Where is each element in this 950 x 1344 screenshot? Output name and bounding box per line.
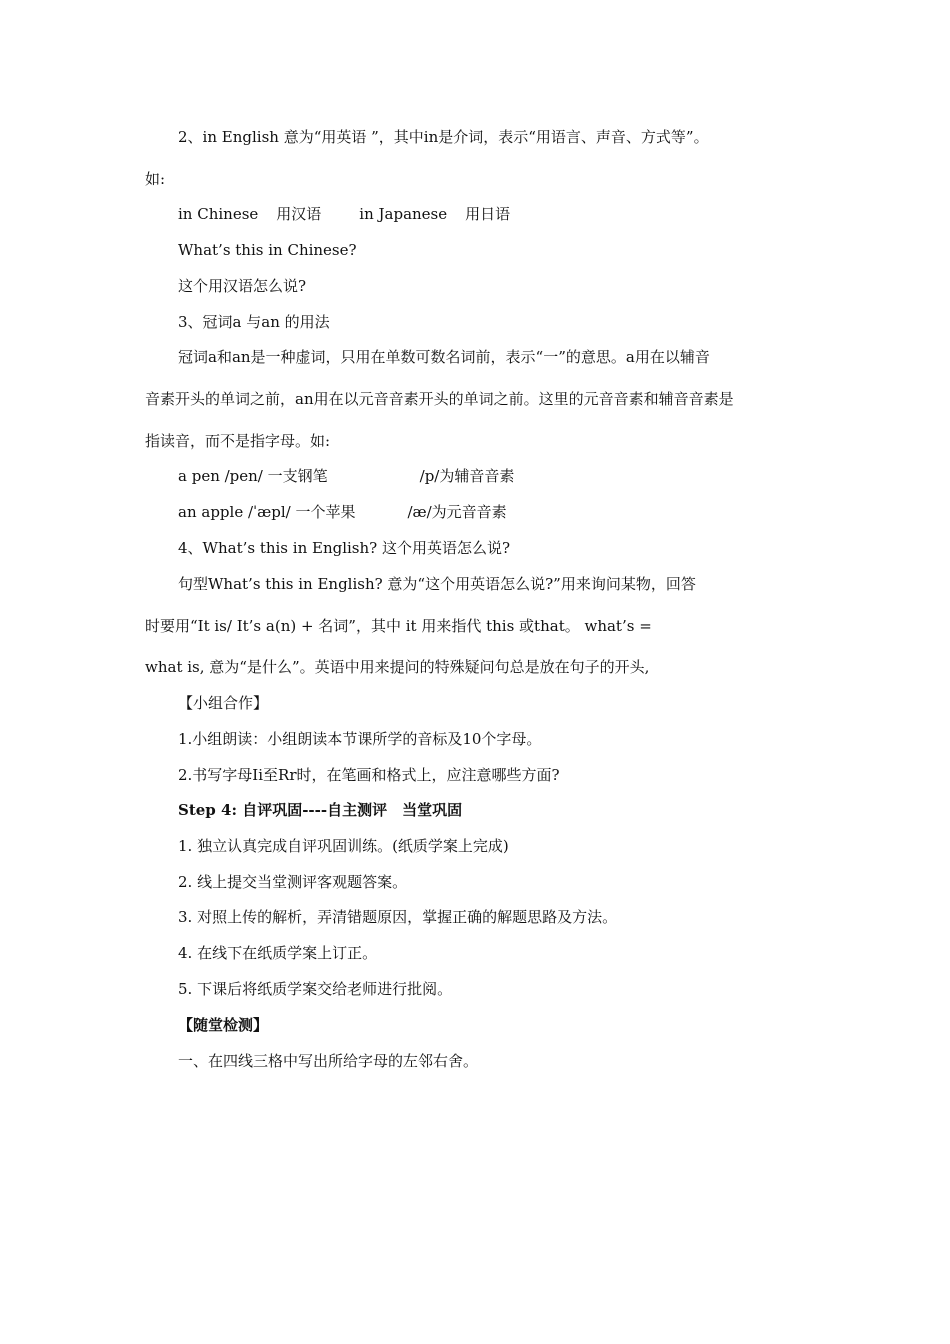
quiz-question-1: 一、在四线三格中写出所给字母的左邻右舍。	[178, 1052, 479, 1070]
example-translation: 这个用汉语怎么说?	[178, 277, 307, 295]
example-label: 如:	[145, 170, 166, 188]
example-chinese-japanese	[178, 204, 510, 224]
example-a-pen	[178, 466, 514, 486]
quiz-heading: 【随堂检测】	[178, 1016, 269, 1034]
point-3-heading: 3、冠词a 与an 的用法	[178, 313, 330, 331]
article-explanation-line-2: 音素开头的单词之前，an用在以元音音素开头的单词之前。这里的元音音素和辅音音素是	[145, 390, 734, 408]
group-work-item-2: 2.书写字母Ii至Rr时，在笔画和格式上，应注意哪些方面?	[178, 766, 560, 784]
sentence-pattern-line-2: 时要用“It is/ It’s a(n) + 名词”，其中 it 用来指代 this 或that。 what’s =	[145, 617, 652, 635]
step-4-item-2: 2. 线上提交当堂测评客观题答案。	[178, 873, 408, 891]
sentence-pattern-line-3: what is, 意为“是什么”。英语中用来提问的特殊疑问句总是放在句子的开头,	[145, 658, 650, 676]
point-2-in-english: 2、in English 意为“用英语 ”，其中in是介词，表示“用语言、声音、方式等”。	[178, 128, 709, 146]
example-an-apple	[178, 502, 507, 522]
group-work-item-1: 1.小组朗读：小组朗读本节课所学的音标及10个字母。	[178, 730, 542, 748]
step-4-item-5: 5. 下课后将纸质学案交给老师进行批阅。	[178, 980, 453, 998]
an-apple-phrase: an apple /ˈæpl/ 一个苹果	[178, 503, 356, 521]
a-pen-note: /p/为辅音音素	[419, 467, 515, 485]
group-work-heading: 【小组合作】	[178, 694, 269, 712]
step-4-item-1: 1. 独立认真完成自评巩固训练。(纸质学案上完成)	[178, 837, 509, 855]
phrase-in-japanese: in Japanese	[359, 205, 448, 223]
step-4-item-4: 4. 在线下在纸质学案上订正。	[178, 944, 378, 962]
article-explanation-line-3: 指读音，而不是指字母。如:	[145, 432, 331, 450]
article-explanation-line-1: 冠词a和an是一种虚词，只用在单数可数名词前，表示“一”的意思。a用在以辅音	[178, 348, 710, 366]
phrase-in-chinese-meaning: 用汉语	[276, 205, 322, 223]
step-4-item-3: 3. 对照上传的解析，弄清错题原因，掌握正确的解题思路及方法。	[178, 908, 618, 926]
an-apple-note: /æ/为元音音素	[407, 503, 507, 521]
example-sentence: What’s this in Chinese?	[178, 241, 357, 259]
phrase-in-chinese: in Chinese	[178, 205, 259, 223]
sentence-pattern-line-1: 句型What’s this in English? 意为“这个用英语怎么说?”用来询问某物，回答	[178, 575, 696, 593]
a-pen-phrase: a pen /pen/ 一支钢笔	[178, 467, 328, 485]
phrase-in-japanese-meaning: 用日语	[465, 205, 511, 223]
point-4-heading: 4、What’s this in English? 这个用英语怎么说?	[178, 539, 511, 557]
step-4-heading: Step 4: 自评巩固----自主测评 当堂巩固	[178, 801, 463, 819]
